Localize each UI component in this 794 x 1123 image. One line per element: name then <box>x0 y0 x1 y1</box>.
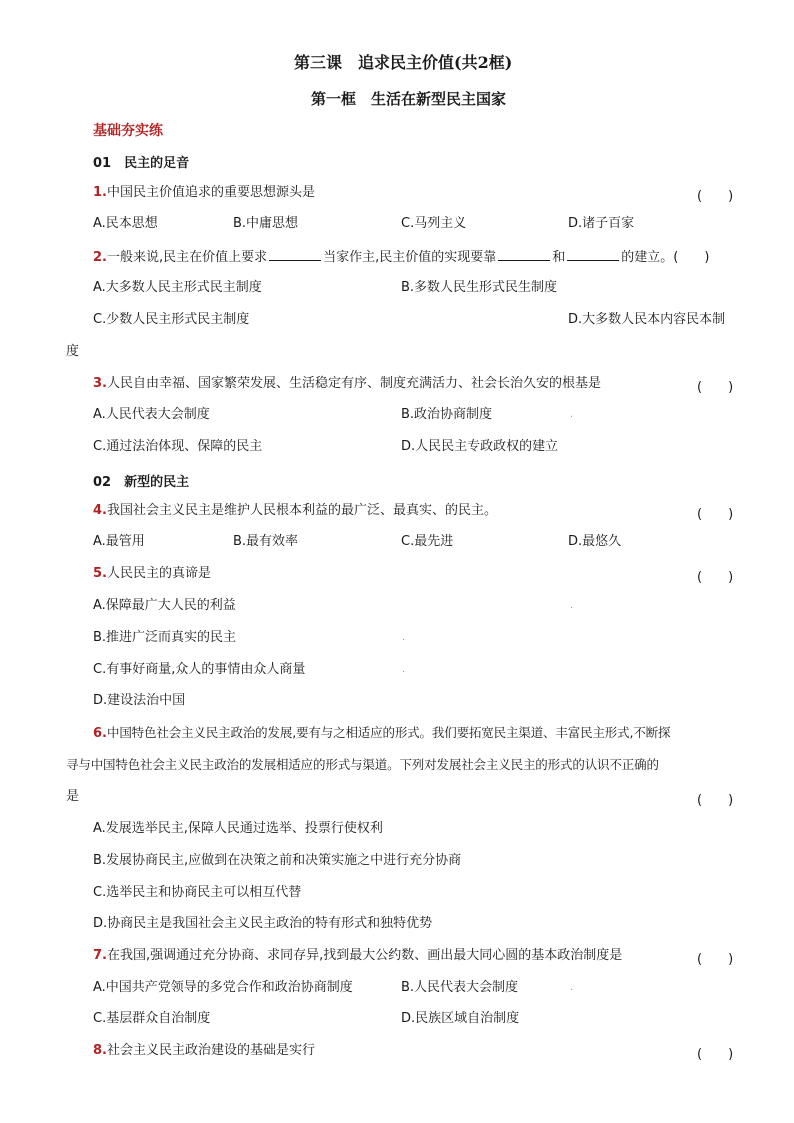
question-8 <box>93 1043 315 1059</box>
question-text: 在我国,强调通过充分协商、求同存异,找到最大公约数、画出最大同心圆的基本政治制度是 <box>106 948 623 963</box>
option-c: C.马列主义 <box>401 216 467 231</box>
question-text-part: 当家作主,民主价值的实现要靠 <box>323 250 497 265</box>
option-a: A.最管用 <box>93 534 145 549</box>
question-6-line-1 <box>93 725 670 742</box>
option-b: B.人民代表大会制度 <box>401 980 519 995</box>
question-7 <box>93 948 622 964</box>
stray-dot: . <box>570 409 574 420</box>
question-text: 我国社会主义民主是维护人民根本利益的最广泛、最真实、的民主。 <box>106 503 497 518</box>
question-6-line-3: 是 <box>66 789 80 804</box>
question-text: 中国特色社会主义民主政治的发展,要有与之相适应的形式。我们要拓宽民主渠道、丰富民主形式,不断探 <box>106 725 671 740</box>
stray-dot: . <box>570 982 574 993</box>
option-c: C.通过法治体现、保障的民主 <box>93 439 263 454</box>
option-d: D.最悠久 <box>568 534 622 549</box>
option-a: A.人民代表大会制度 <box>93 407 210 422</box>
answer-paren: ( ) <box>697 570 734 585</box>
answer-blank <box>567 248 619 261</box>
option-d: D.诸子百家 <box>568 216 635 231</box>
question-text: 社会主义民主政治建设的基础是实行 <box>106 1043 315 1058</box>
option-a: A.大多数人民主形式民主制度 <box>93 280 262 295</box>
question-text: 人民民主的真谛是 <box>106 566 211 581</box>
question-1 <box>93 185 315 201</box>
option-a: A.保障最广大人民的利益 <box>93 598 236 613</box>
option-d: D.大多数人民本内容民本制 <box>568 312 726 327</box>
stray-dot: . <box>402 632 406 643</box>
question-4 <box>93 503 497 519</box>
section-heading: 基础夯实练 <box>93 123 163 139</box>
question-number: 1. <box>93 185 107 200</box>
question-number: 6. <box>93 726 107 741</box>
answer-paren: ( ) <box>697 952 734 967</box>
option-c: C.有事好商量,众人的事情由众人商量 <box>93 662 306 677</box>
answer-paren: ( ) <box>697 1047 734 1062</box>
question-text-part: 一般来说,民主在价值上要求 <box>106 250 268 265</box>
option-d: D.人民民主专政政权的建立 <box>401 439 559 454</box>
option-b: B.政治协商制度 <box>401 407 493 422</box>
question-number: 4. <box>93 503 107 518</box>
question-5 <box>93 566 211 582</box>
option-d: D.协商民主是我国社会主义民主政治的特有形式和独特优势 <box>93 916 433 931</box>
option-c: C.基层群众自治制度 <box>93 1011 211 1026</box>
answer-paren: ( ) <box>697 380 734 395</box>
answer-blank <box>269 248 321 261</box>
page-subtitle: 第一框 生活在新型民主国家 <box>311 90 507 108</box>
question-2 <box>93 248 709 266</box>
subheading-2: 02 新型的民主 <box>93 475 190 490</box>
page-title: 第三课 追求民主价值(共2框) <box>294 53 513 72</box>
stray-dot: . <box>402 664 406 675</box>
option-b: B.发展协商民主,应做到在决策之前和决策实施之中进行充分协商 <box>93 853 462 868</box>
option-b: B.最有效率 <box>233 534 299 549</box>
option-b: B.中庸思想 <box>233 216 299 231</box>
subheading-1: 01 民主的足音 <box>93 156 190 171</box>
question-text-part: 的建立。( ) <box>621 250 710 265</box>
answer-paren: ( ) <box>697 189 734 204</box>
option-a: A.中国共产党领导的多党合作和政治协商制度 <box>93 980 353 995</box>
question-number: 3. <box>93 376 107 391</box>
option-c: C.少数人民主形式民主制度 <box>93 312 250 327</box>
question-number: 8. <box>93 1043 107 1058</box>
question-text: 中国民主价值追求的重要思想源头是 <box>106 185 315 200</box>
option-c: C.选举民主和协商民主可以相互代替 <box>93 885 302 900</box>
option-a: A.民本思想 <box>93 216 158 231</box>
stray-dot: . <box>570 600 574 611</box>
option-a: A.发展选举民主,保障人民通过选举、投票行使权利 <box>93 821 383 836</box>
option-d: D.民族区域自治制度 <box>401 1011 520 1026</box>
option-b: B.推进广泛而真实的民主 <box>93 630 237 645</box>
answer-paren: ( ) <box>697 507 734 522</box>
option-c: C.最先进 <box>401 534 454 549</box>
option-b: B.多数人民生形式民生制度 <box>401 280 558 295</box>
option-d: D.建设法治中国 <box>93 693 186 708</box>
question-number: 2. <box>93 250 107 265</box>
question-3 <box>93 376 601 392</box>
question-number: 7. <box>93 948 107 963</box>
answer-blank <box>498 248 550 261</box>
question-text: 人民自由幸福、国家繁荣发展、生活稳定有序、制度充满活力、社会长治久安的根基是 <box>106 376 601 391</box>
option-d-continued: 度 <box>66 344 80 359</box>
question-number: 5. <box>93 566 107 581</box>
question-6-line-2: 寻与中国特色社会主义民主政治的发展相适应的形式与渠道。下列对发展社会主义民主的形式的认识不正确的 <box>66 757 659 772</box>
answer-paren: ( ) <box>697 793 734 808</box>
question-text-part: 和 <box>552 250 566 265</box>
